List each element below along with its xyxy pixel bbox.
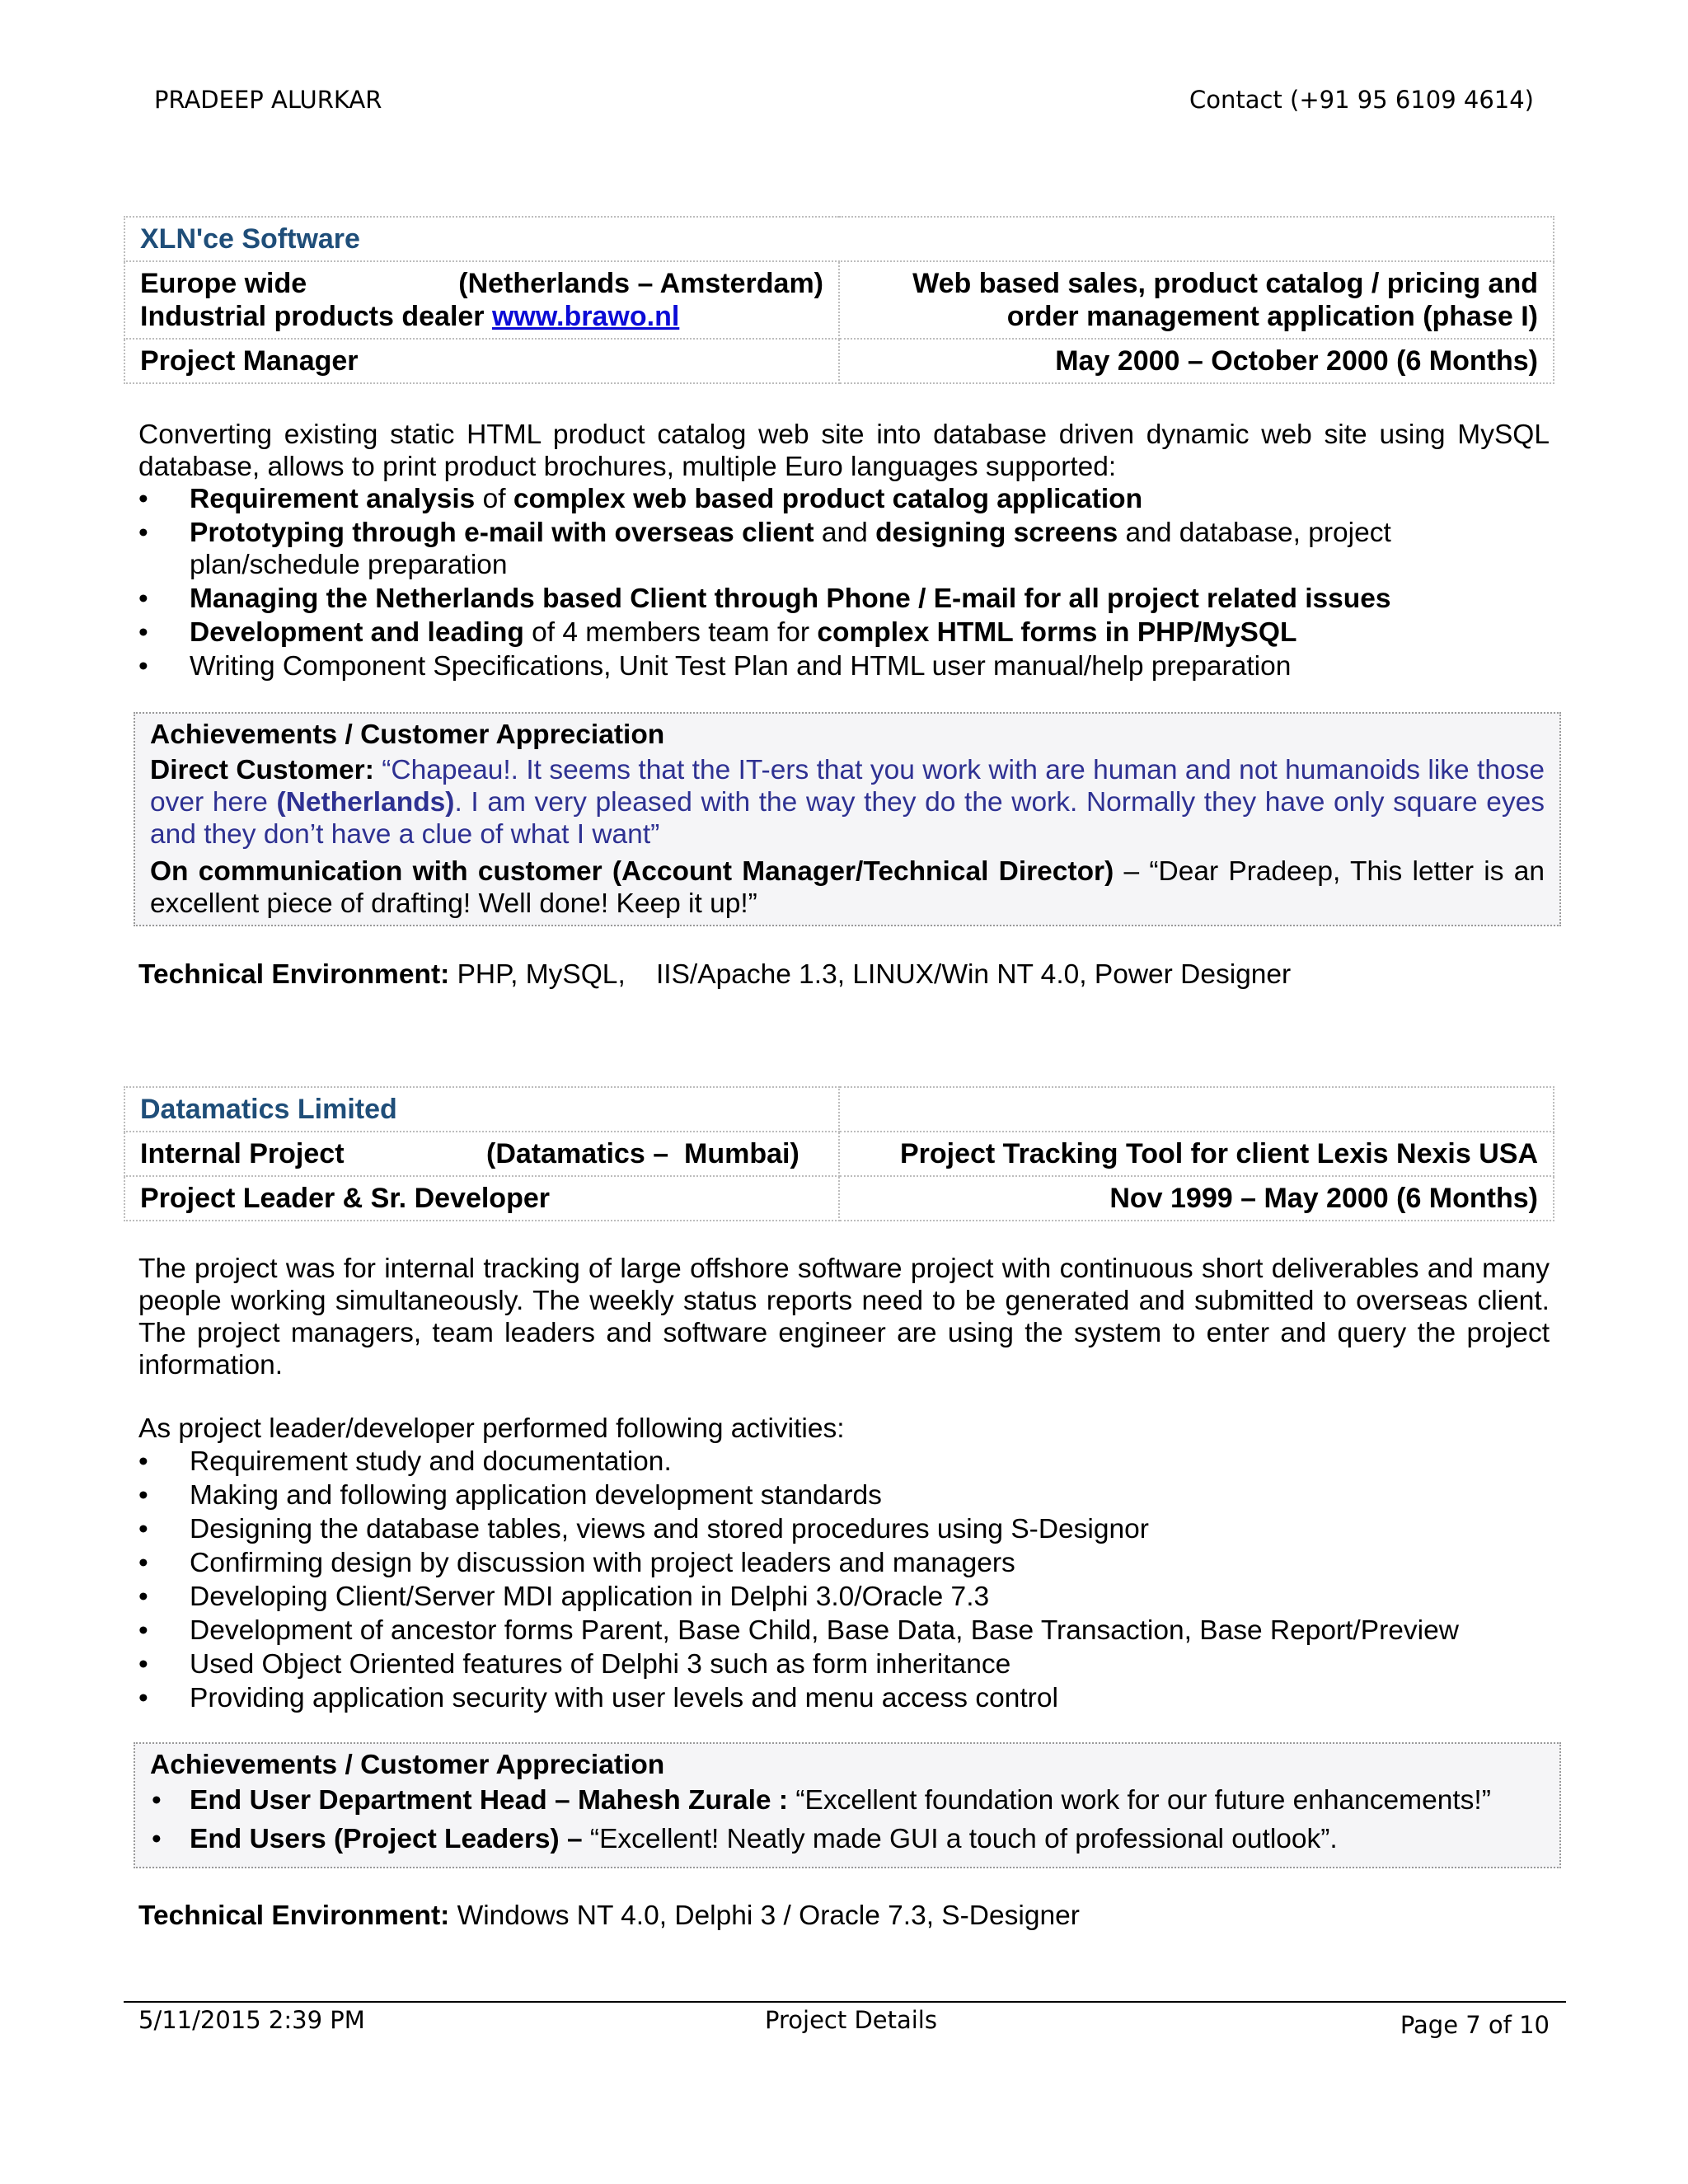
project1-title: Web based sales, product catalog / pricing and order management application (phase I) xyxy=(839,261,1554,339)
project2-achievements-box xyxy=(134,1742,1561,1868)
footer-page-number: Page 7 of 10 xyxy=(1400,2011,1550,2039)
project1-client-line2: Industrial products dealer xyxy=(140,301,485,332)
list-item: • Developing Client/Server MDI application in Delphi 3.0/Oracle 7.3 xyxy=(138,1581,1550,1613)
project2-activities xyxy=(138,1446,1550,1716)
list-item: • Prototyping through e-mail with overseas client and designing screens and database, project plan/schedule preparation xyxy=(138,517,1550,581)
list-item: • Development of ancestor forms Parent, Base Child, Base Data, Base Transaction, Base Report/Preview xyxy=(138,1615,1550,1647)
project2-role: Project Leader & Sr. Developer xyxy=(124,1176,839,1221)
project2-table xyxy=(124,1086,1554,1221)
project2-tech-environment: Technical Environment: Windows NT 4.0, Delphi 3 / Oracle 7.3, S-Designer xyxy=(138,1900,1080,1931)
project1-period: May 2000 – October 2000 (6 Months) xyxy=(839,339,1554,383)
header-contact: Contact (+91 95 6109 4614) xyxy=(1189,86,1534,114)
list-item: • Used Object Oriented features of Delphi 3 such as form inheritance xyxy=(138,1648,1550,1680)
project1-direct-customer-quote: Direct Customer: “Chapeau!. It seems that the IT-ers that you work with are human and not humanoids like those over here (Netherlands). I am very pleased with the way they do the work. Normally they have only square eyes and they don’t have a clue of what I want” xyxy=(150,755,1545,850)
project2-intro: As project leader/developer performed following activities: xyxy=(138,1413,845,1444)
footer-section: Project Details xyxy=(765,2006,937,2034)
footer-datetime: 5/11/2015 2:39 PM xyxy=(138,2006,365,2034)
project2-client: Internal Project xyxy=(140,1138,345,1169)
list-item: • End Users (Project Leaders) – “Excellent! Neatly made GUI a touch of professional outlook”. xyxy=(150,1823,1545,1855)
project1-table xyxy=(124,216,1554,384)
project1-website-link[interactable]: www.brawo.nl xyxy=(491,301,680,332)
project2-company: Datamatics Limited xyxy=(124,1087,839,1132)
list-item: • Requirement study and documentation. xyxy=(138,1446,1550,1478)
project1-communication-quote: On communication with customer (Account Manager/Technical Director) – “Dear Pradeep, This letter is an excellent piece of drafting! Well done! Keep it up!” xyxy=(150,856,1545,919)
project1-client-line1: Europe wide xyxy=(140,268,307,299)
project1-description: Converting existing static HTML product catalog web site into database driven dynamic web site using MySQL database, allows to print product brochures, multiple Euro languages supported: xyxy=(138,419,1550,482)
project1-bullets xyxy=(138,483,1550,684)
list-item: • Providing application security with user levels and menu access control xyxy=(138,1682,1550,1714)
project2-achievements-list xyxy=(150,1784,1545,1855)
project1-achievements-box xyxy=(134,712,1561,926)
project2-achievements-title: Achievements / Customer Appreciation xyxy=(150,1750,665,1780)
project2-empty-cell xyxy=(839,1087,1554,1132)
project1-tech-environment: Technical Environment: PHP, MySQL, IIS/Apache 1.3, LINUX/Win NT 4.0, Power Designer xyxy=(138,959,1292,990)
project1-achievements-title: Achievements / Customer Appreciation xyxy=(150,719,665,750)
project2-client-cell xyxy=(124,1132,839,1176)
project2-title: Project Tracking Tool for client Lexis Nexis USA xyxy=(839,1132,1554,1176)
list-item: • Writing Component Specifications, Unit Test Plan and HTML user manual/help preparation xyxy=(138,650,1550,682)
project2-location: (Datamatics – Mumbai) xyxy=(486,1138,799,1169)
project2-period: Nov 1999 – May 2000 (6 Months) xyxy=(839,1176,1554,1221)
list-item: • Designing the database tables, views and stored procedures using S-Designor xyxy=(138,1513,1550,1545)
list-item: • Development and leading of 4 members team for complex HTML forms in PHP/MySQL xyxy=(138,616,1550,649)
project1-location: (Netherlands – Amsterdam) xyxy=(458,268,823,299)
project1-role: Project Manager xyxy=(124,339,839,383)
list-item: • Confirming design by discussion with project leaders and managers xyxy=(138,1547,1550,1579)
list-item: • Making and following application development standards xyxy=(138,1479,1550,1511)
project1-client-cell xyxy=(124,261,839,339)
list-item: • End User Department Head – Mahesh Zurale : “Excellent foundation work for our future enhancements!” xyxy=(150,1784,1545,1816)
list-item: • Requirement analysis of complex web based product catalog application xyxy=(138,483,1550,515)
project1-company: XLN'ce Software xyxy=(124,217,1554,261)
project2-description: The project was for internal tracking of large offshore software project with continuous short deliverables and many people working simultaneously. The weekly status reports need to be generated and submitted to overseas client. The project managers, team leaders and software engineer are using the system to enter and query the project information. xyxy=(138,1254,1550,1380)
footer-divider xyxy=(124,2001,1566,2003)
header-name: PRADEEP ALURKAR xyxy=(154,86,382,114)
list-item: • Managing the Netherlands based Client through Phone / E-mail for all project related issues xyxy=(138,583,1550,615)
